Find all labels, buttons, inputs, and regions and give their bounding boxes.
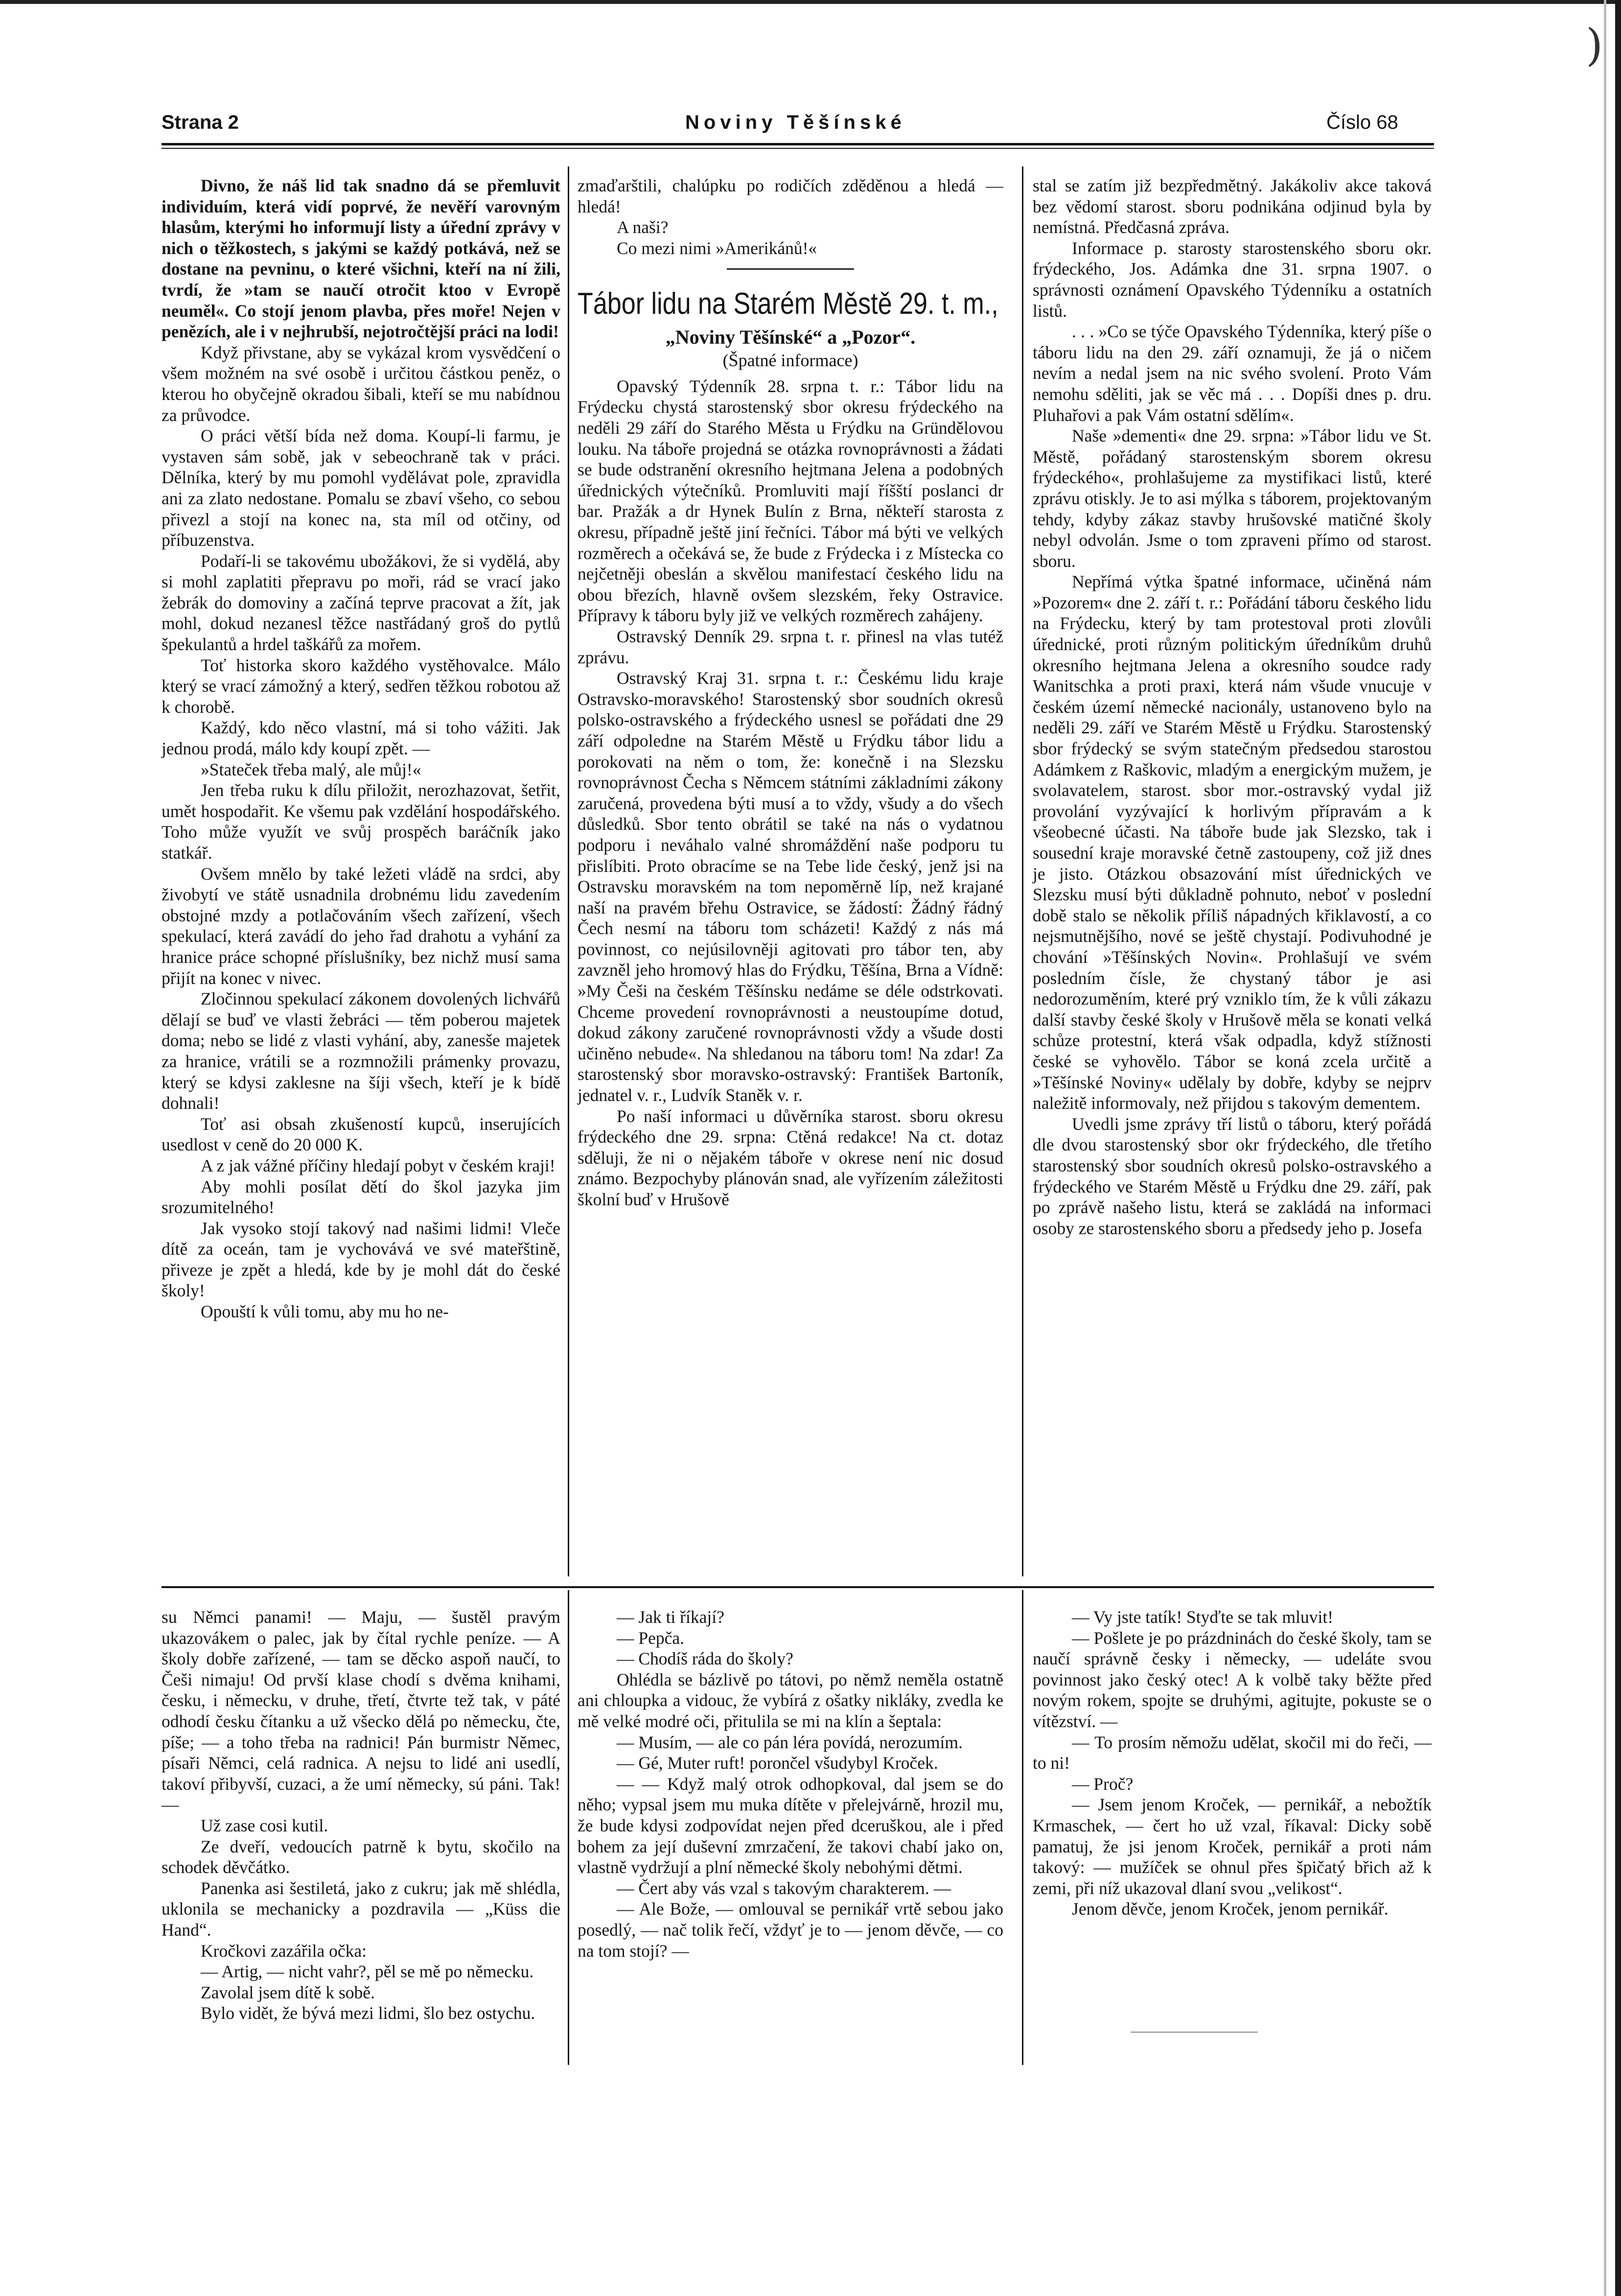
bottom-column-divider-2 — [1022, 1590, 1023, 2065]
article-heading — [578, 286, 1003, 371]
paragraph: — Vy jste tatík! Styďte se tak mluvit! — [1072, 1607, 1334, 1627]
paragraph: Naše »dementi« dne 29. srpna: »Tábor lidu ve St. Městě, pořádaný starostenským sborem okresu frýdeckého«, prohlašujeme za mystifikaci listů, které zprávu otiskly. Je to asi mýlka s táborem, projektovaným tehdy, kdyby zákaz stavby hrušovské matičné školy nebyl odvolán. Jsme o tom zpraveni přímo od starost. sboru. — [1033, 426, 1432, 571]
paragraph: Zavolal jsem dítě k sobě. — [201, 1982, 375, 2002]
paragraph: Ostravský Denník 29. srpna t. r. přinesl na vlas tutéž zprávu. — [578, 626, 1003, 667]
paragraph: stal se zatím již bezpředmětný. Jakákoliv akce taková bez vědomí starost. sboru podnikána odjinud byla by nemístná. Předčasná zpráva. — [1033, 176, 1432, 237]
paragraph: Ostravský Kraj 31. srpna t. r.: Českému lidu kraje Ostravsko-moravského! Starostenský sbor soudních okresů polsko-ostravského a frýdeckého usnesl se pořádati dne 29 září odpoledne na Starém Městě u Frýdku tábor lidu a porokovati na něm o tom, že: konečně i na Slezsku rovnoprávnost Čecha s Němcem státními základními zákony zaručená, provedena býti musí a to vždy, všudy a do všech důsledků. Sbor tento obrátil se také na nás o vydatnou podporu i neváhalo valné shromáždění naše podporu tu přislíbiti. Proto obracíme se na Tebe lide český, jenž jsi na Ostravsku moravském na tom nepoměrně líp, než krajané naší na pravém břehu Ostravice, se žádostí: Žádný řádný Čech nesmí na táboru tom scházeti! Každý z nás má povinnost, co nejúsilovněji agitovati pro tábor ten, aby zavzněl jeho hromový hlas do Frýdku, Těšína, Brna a Vídně: »My Češi na českém Těšínsku nedáme se déle odstrkovati. Chceme provedení rovnoprávnosti a neustoupíme dotud, dokud zákony zaručené rovnoprávnosti vždy a všude dosti učiněno nebude«. Na shledanou na táboru tom! Na zdar! Za starostenský sbor moravsko-ostravský: František Bartoník, jednatel v. r., Ludvík Staněk v. r. — [578, 668, 1003, 1105]
paragraph: Uvedli jsme zprávy tří listů o táboru, který pořádá dle dvou starostenský sbor okr frýdeckého, dle třetího starostenský sbor soudních okresů polsko-ostravského a frýdeckého ve Starém Městě u Frýdku dne 29. září, pak po zprávě našeho listu, která se zakládá na informaci osoby ze starostenského sboru a předsedy jeho p. Josefa — [1033, 1114, 1432, 1238]
bottom-column-divider-1 — [568, 1590, 569, 2065]
paragraph: — Gé, Muter ruft! porončel všudybyl Kroček. — [617, 1753, 938, 1773]
paragraph: Jenom děvče, jenom Kroček, jenom pernikář. — [1072, 1899, 1389, 1919]
paragraph: »Stateček třeba malý, ale můj!« — [201, 759, 421, 779]
paragraph: . . . »Co se týče Opavského Týdenníka, který píše o táboru lidu na den 29. září oznamuji, že já o ničem nevím a nedal jsem na nic svého svolení. Proto Vám nemohu sděliti, jak se věc má . . . Dopíši dnes p. dru. Pluhařovi a pak Vám ostatní sdělím«. — [1033, 322, 1432, 425]
paragraph: Aby mohli posílat dětí do škol jazyka jim srozumitelného! — [162, 1176, 560, 1218]
column-1-text — [162, 175, 560, 1322]
paragraph: Jen třeba ruku k dílu přiložit, nerozhazovat, šetřit, umět hospodařit. Ke všemu pak vzdělání hospodářského. Toho může využít ve svůj prospěch baráčník jako statkář. — [162, 780, 560, 863]
paragraph: — Proč? — [1072, 1774, 1134, 1794]
paragraph: — Artig, — nicht vahr?, pěl se mě po německu. — [201, 1962, 534, 1982]
scan-edge-top — [0, 0, 1621, 4]
paragraph: Po naší informaci u důvěrníka starost. sboru okresu frýdeckého dne 29. srpna: Ctěná redakce! Na ct. dotaz sděluji, že ni o nějakém táboře v okrese není nic dosud známo. Bezpochyby plánován snad, ale vyřízením záležitosti školní buď v Hrušově — [578, 1106, 1003, 1210]
paragraph: — Pošlete je po prázdninách do české školy, tam se naučí správně česky i německy, — udeláte svou povinnost jako český otec! A k volbě taky běžte před novým rokem, spojte se druhými, agitujte, pokuste se o vítězství. — — [1033, 1628, 1432, 1731]
article-subtitle: „Noviny Těšínské“ a „Pozor“. — [665, 326, 916, 348]
scan-edge-right — [1615, 0, 1621, 2296]
paragraph: A z jak vážné příčiny hledají pobyt v českém kraji! — [201, 1155, 556, 1175]
paragraph: — Ale Bože, — omlouval se pernikář vrtě sebou jako posedlý, — nač tolik řečí, vždyť je to — jenom děvče, — co na tom stojí? — — [578, 1899, 1003, 1961]
paragraph: Panenka asi šestiletá, jako z cukru; jak mě shlédla, uklonila se mechanicky a pozdravila — „Küss die Hand“. — [162, 1878, 560, 1940]
paragraph: Ze dveří, vedoucích patrně k bytu, skočilo na schodek děvčátko. — [162, 1836, 560, 1877]
paragraph: Co mezi nimi »Amerikánů!« — [617, 238, 817, 258]
paragraph: Toť asi obsah zkušeností kupců, inserujících usedlost v ceně do 20 000 K. — [162, 1114, 560, 1155]
paragraph: Bylo vidět, že bývá mezi lidmi, šlo bez ostychu. — [201, 2003, 535, 2023]
paragraph: Zločinnou spekulací zákonem dovolených lichvářů dělají se buď ve vlasti žebráci — těm poberou majetek doma; nebo se lidé z vlasti vyhání, aby, zanesše majetek za hranice, vrátili se a rozmnožili prámenky provazu, který se kdysi zaklesne na šíji všech, kteří je k bídě dohnali! — [162, 989, 560, 1113]
paragraph: su Němci panami! — Maju, — šustěl pravým ukazovákem o palec, jak by čítal rychle peníze. — A školy dobře zařízené, — tam se děcko aspoň naučí, to Češi nimaju! Od prvší klase chodí s dvěma knihami, česku, i německu, v druhe, třetí, čtvrte tež tak, v páté odhodí česku čítanku a už všecko dělá po německu, čte, píše; — a toho třeba na radnici! Pán burmistr Němec, písaři Němci, celá radnica. A nejsu to lidé ani usedlí, takoví přibyvší, cuzaci, a že umí německy, sú páni. Tak! — — [162, 1607, 560, 1815]
paragraph: — — Když malý otrok odhopkoval, dal jsem se do něho; vypsal jsem mu muka dítěte v přelejvárně, hrozil mu, že bude kdysi zodpovídat nejen před dceruškou, ale i před bohem za její duševní zmrzačení, že takovi chabí jako on, vlastně vydržují a plní německé školy nebohými dětmi. — [578, 1774, 1003, 1877]
paragraph: Kročkovi zazářila očka: — [201, 1941, 367, 1961]
column-3-text — [1033, 175, 1432, 1239]
paragraph: Opouští k vůli tomu, aby mu ho ne- — [201, 1302, 449, 1322]
paragraph: Toť historka skoro každého vystěhovalce. Málo který se vrací zámožný a který, sedřen těžkou robotou až k chorobě. — [162, 655, 560, 717]
paragraph: — Chodíš ráda do školy? — [617, 1649, 793, 1669]
paragraph: Divno, že náš lid tak snadno dá se přemluvit individuím, která vidí poprvé, že nevěří varovným hlasům, kterými ho informují listy a úřední zprávy v nich o těžkostech, s jakými se každý potkává, než se dostane na pevninu, o které všichni, kteří na ní žili, tvrdí, že »tam se naučí otročit ktoo v Evropě neuměl«. Co stojí jenom plavba, přes moře! Nejen v penězích, ale i v nejhrubší, nejotročtější práci na lodi! — [162, 176, 560, 342]
paragraph: — Jak ti říkají? — [617, 1607, 724, 1627]
paragraph: Nepřímá výtka špatné informace, učiněná nám »Pozorem« dne 2. září t. r.: Pořádání táboru českého lidu na Frýdecku, který by tam protestoval proti zlovůli úřednické, proti různým politickým úředníkům druhů okresního hejtmana Jelena a okresního soudce rady Wanitschka a proti praxi, která nám všude vnucuje v českém území německé nacionály, ustanoveno bylo na neděli 29. září ve Starém Městě u Frýdku. Starostenský sbor frýdecký se svým statečným předsedou starostou Adámkem z Raškovic, mladým a energickým mužem, je svolavatelem, starost. sbor mor.-ostravský vydal již provolání vyzývající k horlivým přípravám a k všeobecné účasti. Na táboře bude jak Slezsko, tak i sousední kraje moravské četně zastoupeny, což již dnes je jisto. Otázkou obsazování míst úřednických ve Slezsku musí býti důkladně pohnuto, neboť v poslední době stalo se několik příliš nápadných křiklavostí, a co nejsmutnějšího, nové se ještě chystají. Podivuhodné je chování »Těšínských Novin«. Prohlašují ve svém posledním čísle, že chystaný tábor je asi nedorozuměním, které prý vzniklo tím, že k vůli zákazu další stavby české školy v Hrušově měla se konati velká schůze protestní, která však odpadla, když stížnosti české se vyhovělo. Tábor se koná zcela určitě a »Těšínské Noviny« udělaly by dobře, kdyby se nejprv naležitě informovaly, než přijdou s takovým dementem. — [1033, 572, 1432, 1113]
paragraph: — Musím, — ale co pán léra povídá, nerozumím. — [617, 1732, 963, 1752]
paragraph: Opavský Týdenník 28. srpna t. r.: Tábor lidu na Frýdecku chystá starostenský sbor okresu frýdeckého na neděli 29 září do Starého Města u Frýdku na Gründělovou louku. Na táboře projedná se otázka rovnoprávnosti a žádati se bude odstranění okresního hejtmana Jelena a podobných úřednických výtečníků. Promluviti mají říšští poslanci dr bar. Pražák a dr Hynek Bulín z Brna, někteří starosta z okresu, případně ještě jiní řečníci. Tábor má býti ve velkých rozměrech a očekává se, že bude z Frýdecka i z Místecka co nejčetněji obeslán a skvělou manifestací českého lidu na obou březích, hlavně ovšem slezském, řeky Ostravice. Přípravy k táboru byly již ve velkých rozměrech zahájeny. — [578, 376, 1003, 626]
article-title: Tábor lidu na Starém Městě 29. t. m., — [578, 287, 998, 321]
issue-number-label: Číslo 68 — [1326, 112, 1398, 133]
separator-rule — [727, 268, 854, 270]
column-divider-2 — [1022, 166, 1023, 1576]
paragraph: — Jsem jenom Kroček, — pernikář, a nebožtík Krmaschek, — čert ho už vzal, říkaval: Dicky sobě pamatuj, že jsi jenom Kroček, pernikář a proti nám takový: — mužíček se ohnul přes špičatý břich až k zemi, při níž ukazoval dlaní svou „velikost“. — [1033, 1795, 1432, 1898]
article-note: (Špatné informace) — [722, 350, 858, 370]
paragraph: A naši? — [617, 217, 669, 237]
feuilleton-column-3 — [1033, 1607, 1432, 1920]
header-rule-thin — [162, 148, 1434, 149]
paragraph: Podaří-li se takovému ubožákovi, že si vydělá, aby si mohl zaplatiti přepravu po moři, rád se vrací jako žebrák do domoviny a začíná teprve pracovat a žít, jak mohl, dokud nezanesl těžce nastřádaný groš do pytlů špekulantů a hrdel taškářů za mořem. — [162, 551, 560, 655]
paragraph: O práci větší bída než doma. Koupí-li farmu, je vystaven sám sobě, jak v sebeochraně tak v práci. Dělníka, který by mu pomohl vydělávat pole, zpravidla ani za zlato nedostane. Pomalu se zbaví všeho, co sebou přivezl a stojí na konec na, sta míl od otčiny, od příbuzenstva. — [162, 426, 560, 550]
feuilleton-rule — [162, 1586, 1434, 1588]
paragraph: Už zase cosi kutil. — [201, 1815, 328, 1835]
feuilleton-column-2 — [578, 1607, 1003, 1961]
feuilleton-column-1 — [162, 1607, 560, 2024]
column-divider-1 — [568, 166, 569, 1576]
paragraph: — Čert aby vás vzal s takovým charakterem. — — [617, 1878, 951, 1898]
paragraph: Informace p. starosty starostenského sboru okr. frýdeckého, Jos. Adámka dne 31. srpna 1907. o správnosti oznámení Opavského Týdenníku a ostatních listů. — [1033, 238, 1432, 321]
end-rule — [1131, 2032, 1258, 2033]
column-2-text — [578, 175, 1003, 1210]
page-header — [0, 109, 1621, 143]
page-number-label: Strana 2 — [162, 112, 239, 133]
paragraph: Ohlédla se bázlivě po tátovi, po němž neměla ostatně ani chloupka a vidouc, že vybírá z ošatky nikláky, zvedla ke mě velké modré oči, přitulila se mi na klín a šeptala: — [578, 1669, 1003, 1731]
paragraph: — To prosím němožu udělat, skočil mi do řeči, — to ni! — [1033, 1732, 1432, 1773]
paragraph: Jak vysoko stojí takový nad našimi lidmi! Vleče dítě za oceán, tam je vychovává ve své mateřštině, přiveze je zpět a hledá, kde by je mohl dát do české školy! — [162, 1218, 560, 1301]
paragraph: Ovšem mnělo by také ležeti vládě na srdci, aby živobytí ve státě usnadnila drobnému lidu zavedením obstojné mzdy a potlačováním všech zařízení, všech spekulací, která zavádí do jeho řad drahotu a vyhání za hranice práce schopné příslušníky, bez nichž musí sama přijít na konec v nivec. — [162, 864, 560, 988]
scan-edge-right-inner — [1604, 0, 1606, 2296]
paragraph: — Pepča. — [617, 1628, 685, 1648]
corner-bracket-mark: ) — [1586, 20, 1603, 71]
masthead-title: Noviny Těšínské — [685, 112, 906, 133]
paragraph: Když přivstane, aby se vykázal krom vysvědčení o všem možném na své osobě i určitou částkou peněz, o kterou ho obyčejně okradou šibali, kteří se mu nabídnou za průvodce. — [162, 342, 560, 425]
paragraph: zmaďarštili, chalúpku po rodičích zděděnou a hledá — hledá! — [578, 176, 1003, 216]
header-rule — [162, 143, 1434, 145]
paragraph: Každý, kdo něco vlastní, má si toho vážiti. Jak jednou prodá, málo kdy koupí zpět. — — [162, 718, 560, 759]
